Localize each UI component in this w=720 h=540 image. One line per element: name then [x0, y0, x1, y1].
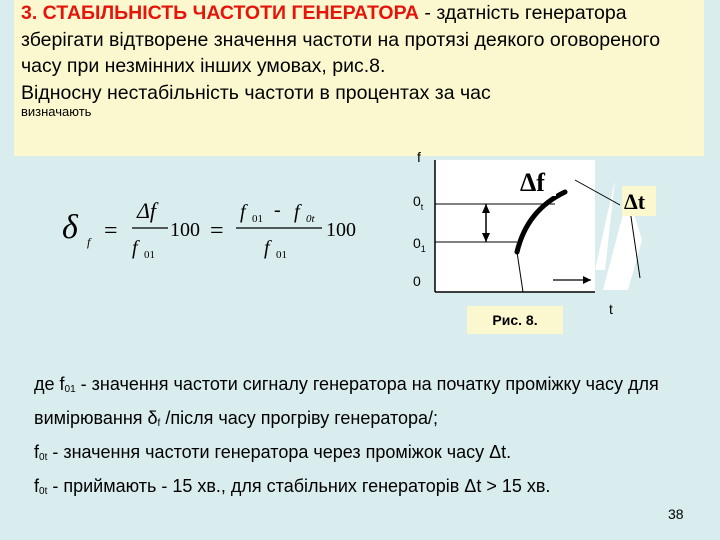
formula-den1-sub: 01	[144, 249, 155, 261]
figure-caption: Рис. 8.	[467, 306, 563, 334]
formula-eq1: =	[104, 218, 118, 244]
formula-hundred2: 100	[326, 219, 356, 241]
formula-minus: -	[274, 199, 281, 221]
definition-f0t: $f_{0t}$ - значення частоти генератора через проміжок часу Δt.	[34, 442, 512, 463]
formula-den2-sub: 01	[276, 249, 287, 261]
y-axis-label: f	[417, 149, 421, 165]
delta-t-label: Δt	[624, 189, 646, 214]
page-number: 38	[668, 506, 684, 522]
section-heading: 3. СТАБІЛЬНІСТЬ ЧАСТОТИ ГЕНЕРАТОРА	[21, 2, 419, 24]
formula-num2a: f	[240, 201, 246, 223]
definitions	[34, 370, 684, 506]
plot-area	[435, 160, 595, 292]
intro-text-2: Відносну нестабільність частоти в процентах за час	[21, 81, 491, 104]
formula-delta: δ	[62, 209, 78, 246]
x-axis-label: t	[609, 301, 613, 317]
delta-f-label: Δf	[520, 168, 545, 197]
tick-0t: $0_t$	[413, 193, 424, 212]
tick-01: $0_1$	[413, 235, 426, 254]
formula	[60, 186, 380, 266]
formula-num2a-sub: 01	[252, 213, 263, 225]
formula-eq2: =	[210, 218, 224, 244]
formula-num2b: f	[294, 201, 300, 223]
definition-f01: де $f_{01}$ - значення частоти сигналу генератора на початку проміжку часу для вимірювання $\delta_f$ /після часу прогріву генератора/;	[34, 374, 659, 429]
origin-label: 0	[413, 273, 421, 289]
formula-den1: f	[132, 237, 138, 259]
intro-text: - здатність генератора зберігати відтворене значення частоти на протязі деякого оговореного часу при незмінних інших умовах, рис.8.	[21, 2, 661, 77]
intro-text-3: визначають	[21, 104, 92, 119]
formula-delta-sub: f	[87, 235, 91, 249]
formula-den2: f	[264, 237, 270, 259]
formula-hundred1: 100	[170, 219, 200, 241]
formula-num2b-sub: 0t	[306, 213, 315, 225]
formula-num1: Δf	[137, 198, 157, 223]
definition-delta-t: $f_{0t}$ - приймають - 15 хв., для стабільних генераторів Δt > 15 хв.	[34, 476, 551, 497]
intro-box	[14, 0, 704, 156]
